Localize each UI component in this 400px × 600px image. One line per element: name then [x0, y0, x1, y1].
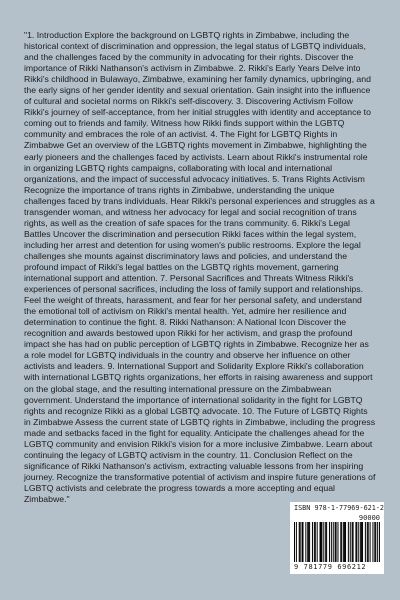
barcode-bar [379, 522, 380, 562]
barcode-bar [325, 522, 326, 562]
barcode-bars [294, 522, 380, 562]
isbn-barcode [290, 502, 384, 574]
barcode-bar [300, 522, 301, 562]
barcode-bar [320, 522, 321, 562]
barcode-bar [329, 522, 330, 562]
barcode-bar [365, 522, 366, 562]
barcode-bar [331, 522, 332, 562]
barcode-bar [314, 522, 315, 562]
barcode-bar [368, 522, 369, 562]
barcode-bar [323, 522, 324, 562]
barcode-bar [350, 522, 351, 562]
barcode-bar [308, 522, 309, 562]
barcode-bar [315, 522, 316, 562]
isbn-label: ISBN 978-1-77969-621-2 [294, 504, 385, 512]
back-cover-blurb: "1. Introduction Explore the background on LGBTQ rights in Zimbabwe, including the historical context of discrimination and oppression, the legal status of LGBTQ individuals, and the challenges faced by the community in advocating for their rights. Discover the importance of Rikki Nathanson's activism in Zimbabwe. 2. Rikki's Early Years Delve into Rikki's childhood in Bulawayo, Zimbabwe, examining her family dynamics, upbringing, and the early signs of her gender identity and sexual orientation. Gain insight into the influence of cultural and societal norms on Rikki's self-discovery. 3. Discovering Activism Follow Rikki's journey of self-acceptance, from her initial struggles with identity and acceptance to coming out to friends and family. Witness how Rikki finds support within the LGBTQ community and embraces the role of an activist. 4. The Fight for LGBTQ Rights in Zimbabwe Get an overview of the LGBTQ rights movement in Zimbabwe, highlighting the early pioneers and the challenges faced by activists. Learn about Rikki's instrumental role in organizing LGBTQ rights campaigns, collaborating with local and international organizations, and the impact of successful advocacy initiatives. 5. Trans Rights Activism Recognize the importance of trans rights in Zimbabwe, understanding the unique challenges faced by trans individuals. Hear Rikki's personal experiences and struggles as a transgender woman, and witness her advocacy for legal and social recognition of trans rights, as well as the creation of safe spaces for the trans community. 6. Rikki's Legal Battles Uncover the discrimination and persecution Rikki faces within the legal system, including her arrest and detention for using women's public restrooms. Explore the legal challenges she mounts against discriminatory laws and policies, and understand the profound impact of Rikki's legal battles on the LGBTQ rights movement, garnering international support and attention. 7. Personal Sacrifices and Threats Witness Rikki's experiences of personal sacrifices, including the loss of family support and relationships. Feel the weight of threats, harassment, and fear for her personal safety, and understand the emotional toll of activism on Rikki's mental health. Yet, admire her resilience and determination to continue the fight. 8. Rikki Nathanson: A National Icon Discover the recognition and awards bestowed upon Rikki for her activism, and grasp the profound impact she has had on public perception of LGBTQ rights in Zimbabwe. Recognize her as a role model for LGBTQ individuals in the country and observe her influence on other activists and leaders. 9. International Support and Solidarity Explore Rikki's collaboration with international LGBTQ rights organizations, her efforts in raising awareness and support on the global stage, and the resulting international pressure on the Zimbabwean government. Understand the importance of international solidarity in the fight for LGBTQ rights and recognize Rikki as a global LGBTQ advocate. 10. The Future of LGBTQ Rights in Zimbabwe Assess the current state of LGBTQ rights in Zimbabwe, including the progress made and setbacks faced in the fight for equality. Anticipate the challenges ahead for the LGBTQ community and envision Rikki's vision for a more inclusive Zimbabwe. Learn about continuing the legacy of LGBTQ activism in the country. 11. Conclusion Reflect on the significance of Rikki Nathanson's activism, extracting valuable lessons from her inspiring journey. Recognize the transformative potential of activism and inspire future generations of LGBTQ activists and celebrate the progress towards a more accepting and equal Zimbabwe." [24, 30, 376, 504]
barcode-bar [333, 522, 334, 562]
barcode-bar [309, 522, 310, 562]
price-code: 90000 [358, 514, 380, 522]
barcode-bar [360, 522, 361, 562]
barcode-bar [367, 522, 368, 562]
barcode-bar [336, 522, 337, 562]
barcode-bar [372, 522, 373, 562]
barcode-bar [343, 522, 344, 562]
barcode-bar [303, 522, 304, 562]
barcode-bar [361, 522, 362, 562]
barcode-bar [358, 522, 359, 562]
barcode-bar [341, 522, 342, 562]
barcode-bar [370, 522, 371, 562]
barcode-bar [340, 522, 341, 562]
barcode-digits: 9 781779 696212 [294, 563, 367, 571]
barcode-graphic [294, 522, 380, 562]
barcode-bar [299, 522, 300, 562]
barcode-bar [377, 522, 378, 562]
barcode-bar [353, 522, 354, 562]
barcode-bar [317, 522, 318, 562]
barcode-bar [307, 522, 308, 562]
barcode-bar [335, 522, 336, 562]
barcode-bar [348, 522, 349, 562]
barcode-bar [345, 522, 346, 562]
barcode-bar [294, 522, 295, 562]
barcode-bar [296, 522, 297, 562]
barcode-bar [312, 522, 313, 562]
barcode-bar [302, 522, 303, 562]
barcode-bar [356, 522, 357, 562]
barcode-bar [344, 522, 345, 562]
barcode-bar [305, 522, 306, 562]
barcode-bar [374, 522, 375, 562]
barcode-bar [337, 522, 338, 562]
barcode-bar [352, 522, 353, 562]
barcode-bar [375, 522, 376, 562]
barcode-bar [326, 522, 327, 562]
barcode-bar [355, 522, 356, 562]
barcode-bar [362, 522, 363, 562]
barcode-bar [320, 522, 321, 562]
barcode-bar [321, 522, 322, 562]
